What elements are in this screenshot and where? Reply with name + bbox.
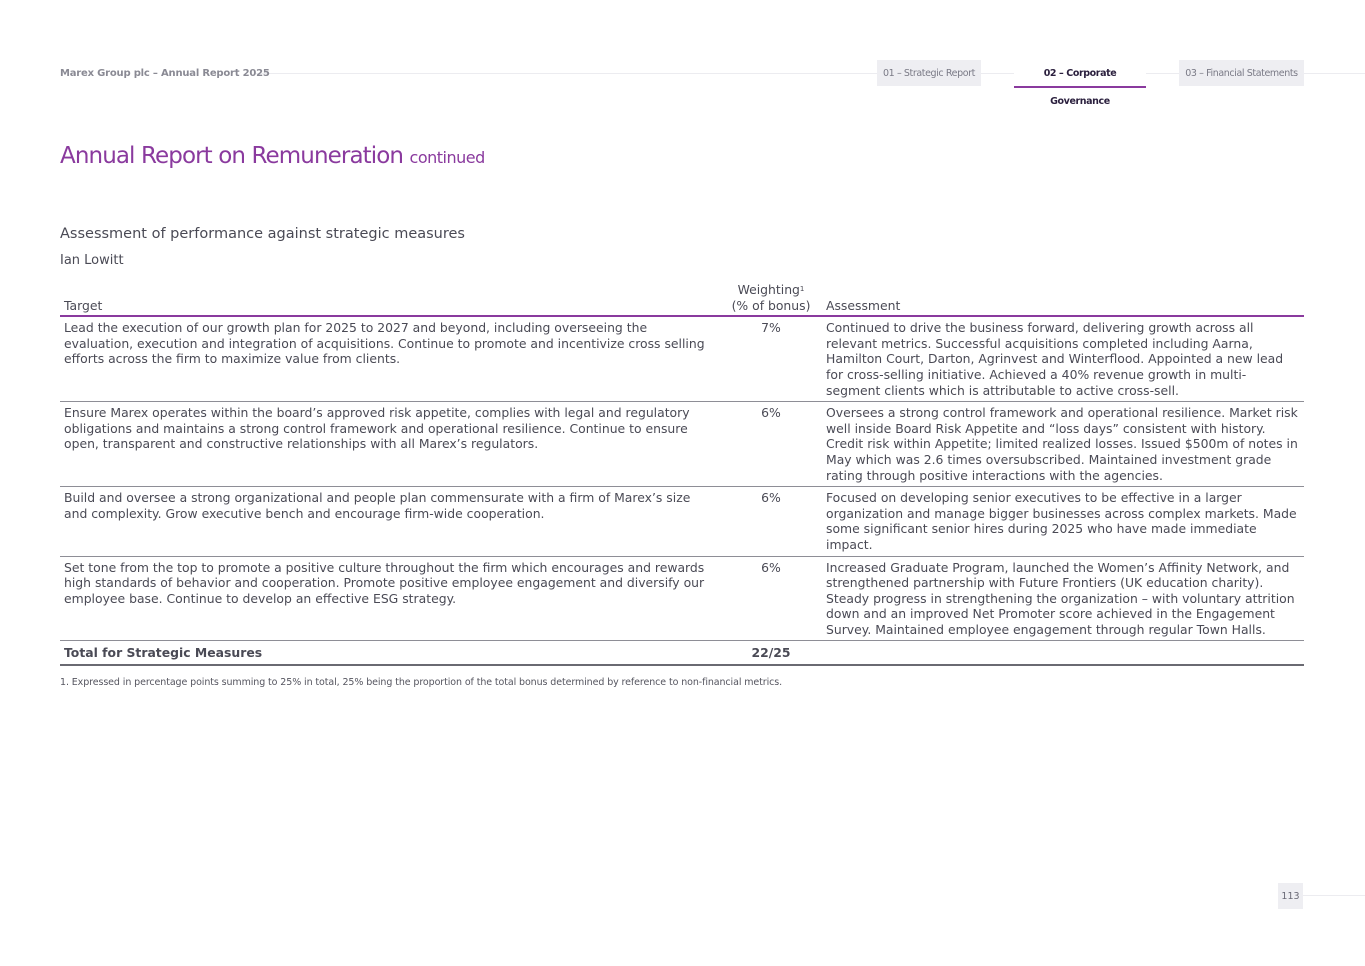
assessment-cell: Focused on developing senior executives to be effective in a larger organization and manage bigger businesses across complex markets. Made some significant senior hires during 2025 who have made immediate impact. [822,487,1304,556]
table-row [60,487,1304,556]
assessment-cell: Increased Graduate Program, launched the Women’s Affinity Network, and strengthened partnership with Future Frontiers (UK education charity). Steady progress in strengthening the organization – with voluntary attrition down and an improved Net Promoter score achieved in the Engagement Survey. Maintained employee engagement through regular Town Halls. [822,556,1304,641]
section-title: Assessment of performance against strategic measures [60,226,465,242]
weighting-cell: 6% [720,556,822,641]
total-assessment-empty [822,641,1304,665]
footnote: 1. Expressed in percentage points summing to 25% in total, 25% being the proportion of the total bonus determined by reference to non-financial metrics. [60,677,783,688]
header-weighting-line2: (% of bonus) [731,297,811,313]
footer-rule [1303,895,1365,896]
target-cell: Lead the execution of our growth plan for 2025 to 2027 and beyond, including overseeing the evaluation, execution and integration of acquisitions. Continue to promote and incentivize cross selling efforts across the firm to maximize value from clients. [60,316,720,401]
table-row [60,556,1304,641]
total-label: Total for Strategic Measures [60,641,720,665]
page-title-suffix: continued [409,148,485,167]
weighting-cell: 7% [720,316,822,401]
weighting-cell: 6% [720,487,822,556]
total-row [60,641,1304,665]
target-cell: Build and oversee a strong organizational and people plan commensurate with a firm of Marex’s size and complexity. Grow executive bench and encourage firm-wide cooperation. [60,487,720,556]
page-title-main: Annual Report on Remuneration [60,143,404,169]
weighting-cell: 6% [720,402,822,487]
page-number: 113 [1278,883,1303,909]
footnote-marker: 1 [799,285,805,293]
total-weighting: 22/25 [720,641,822,665]
table-header-row [60,282,1304,316]
target-cell: Ensure Marex operates within the board’s approved risk appetite, complies with legal and regulatory obligations and maintains a strong control framework and operational resilience. Continue to ensure open, transparent and constructive relationships with all Marex’s regulators. [60,402,720,487]
header-assessment: Assessment [822,282,1304,316]
report-name: Marex Group plc – Annual Report 2025 [60,68,270,79]
header-weighting [720,282,822,316]
assessment-cell: Oversees a strong control framework and operational resilience. Market risk well inside Board Risk Appetite and “loss days” consistent with history. Credit risk within Appetite; limited realized losses. Issued $500m of notes in May which was 2.6 times oversubscribed. Maintained investment grade rating through positive interactions with the agencies. [822,402,1304,487]
header-weighting-line1: Weighting [737,282,800,297]
person-name: Ian Lowitt [60,253,124,268]
tab-strategic-report[interactable]: 01 – Strategic Report [877,60,981,86]
header-target: Target [60,282,720,316]
target-cell: Set tone from the top to promote a positive culture throughout the firm which encourages and rewards high standards of behavior and cooperation. Promote positive employee engagement and diversify our employee base. Continue to develop an effective ESG strategy. [60,556,720,641]
table-row [60,316,1304,401]
performance-table [60,282,1304,666]
assessment-cell: Continued to drive the business forward, delivering growth across all relevant metrics. Successful acquisitions completed including Aarna, Hamilton Court, Darton, Agrinvest and Winterflood. Appointed a new lead for cross-selling initiative. Achieved a 40% revenue growth in multi-segment clients which is attributable to active cross-sell. [822,316,1304,401]
page-title [60,143,485,169]
table-row [60,402,1304,487]
tab-corporate-governance[interactable]: 02 – Corporate Governance [1014,60,1146,88]
tab-financial-statements[interactable]: 03 – Financial Statements [1179,60,1304,86]
